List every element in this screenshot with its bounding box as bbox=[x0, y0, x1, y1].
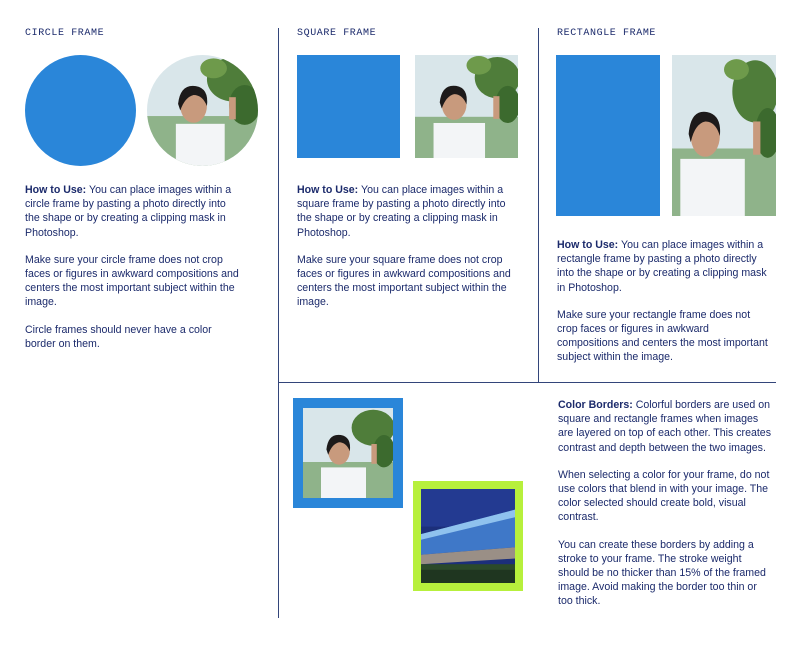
circle-para-3: Circle frames should never have a color border on them. bbox=[25, 323, 212, 350]
rectangle-howto-text: You can place images within a rectangle frame by pasting a photo directly into the shape or by creating a clipping mask in Photoshop. bbox=[557, 239, 767, 294]
green-bordered-photo bbox=[413, 481, 523, 591]
circle-howto-label: How to Use: bbox=[25, 184, 87, 196]
rectangle-frame-heading: RECTANGLE FRAME bbox=[557, 28, 657, 39]
square-howto-text: You can place images within a square frame by pasting a photo directly into the shape or by creating a clipping mask in Photoshop. bbox=[297, 184, 506, 239]
circle-howto-text: You can place images within a circle frame by pasting a photo directly into the shape or by creating a clipping mask in Photoshop. bbox=[25, 184, 232, 239]
divider-vertical-1 bbox=[278, 28, 279, 618]
square-frame-description bbox=[297, 183, 512, 323]
rectangle-howto-label: How to Use: bbox=[557, 239, 619, 251]
borders-text-2: When selecting a color for your frame, do not use colors that blend in with your image. The color selected should create bold, visual contrast. bbox=[558, 468, 770, 524]
color-borders-description bbox=[558, 398, 773, 622]
square-frame-shape bbox=[297, 55, 400, 158]
blue-bordered-photo bbox=[293, 398, 403, 508]
rectangle-para-2: Make sure your rectangle frame does not crop faces or figures in awkward compositions and centers the most important subject within the image. bbox=[557, 308, 768, 364]
circle-frame-shape bbox=[25, 55, 136, 166]
circle-para-2: Make sure your circle frame does not crop faces or figures in awkward compositions and centers the most important subject within the image. bbox=[25, 253, 239, 309]
circle-frame-photo bbox=[147, 55, 258, 166]
square-para-2: Make sure your square frame does not crop faces or figures in awkward compositions and centers the most important subject within the image. bbox=[297, 253, 511, 309]
rectangle-frame-description bbox=[557, 238, 772, 378]
rectangle-frame-photo bbox=[672, 55, 776, 216]
borders-label: Color Borders: bbox=[558, 399, 633, 411]
square-frame-heading: SQUARE FRAME bbox=[297, 28, 377, 39]
divider-vertical-2 bbox=[538, 28, 539, 382]
borders-text-3: You can create these borders by adding a stroke to your frame. The stroke weight should be no thicker than 15% of the framed image. Avoid making the border too thin or too thick. bbox=[558, 538, 766, 608]
square-frame-photo bbox=[415, 55, 518, 158]
square-howto-label: How to Use: bbox=[297, 184, 359, 196]
circle-frame-description bbox=[25, 183, 240, 364]
circle-frame-heading: CIRCLE FRAME bbox=[25, 28, 105, 39]
rectangle-frame-shape bbox=[556, 55, 660, 216]
borders-text-1: Colorful borders are used on square and rectangle frames when images are layered on top of each other. This creates contrast and depth between the two images. bbox=[558, 399, 771, 454]
divider-horizontal bbox=[278, 382, 776, 383]
